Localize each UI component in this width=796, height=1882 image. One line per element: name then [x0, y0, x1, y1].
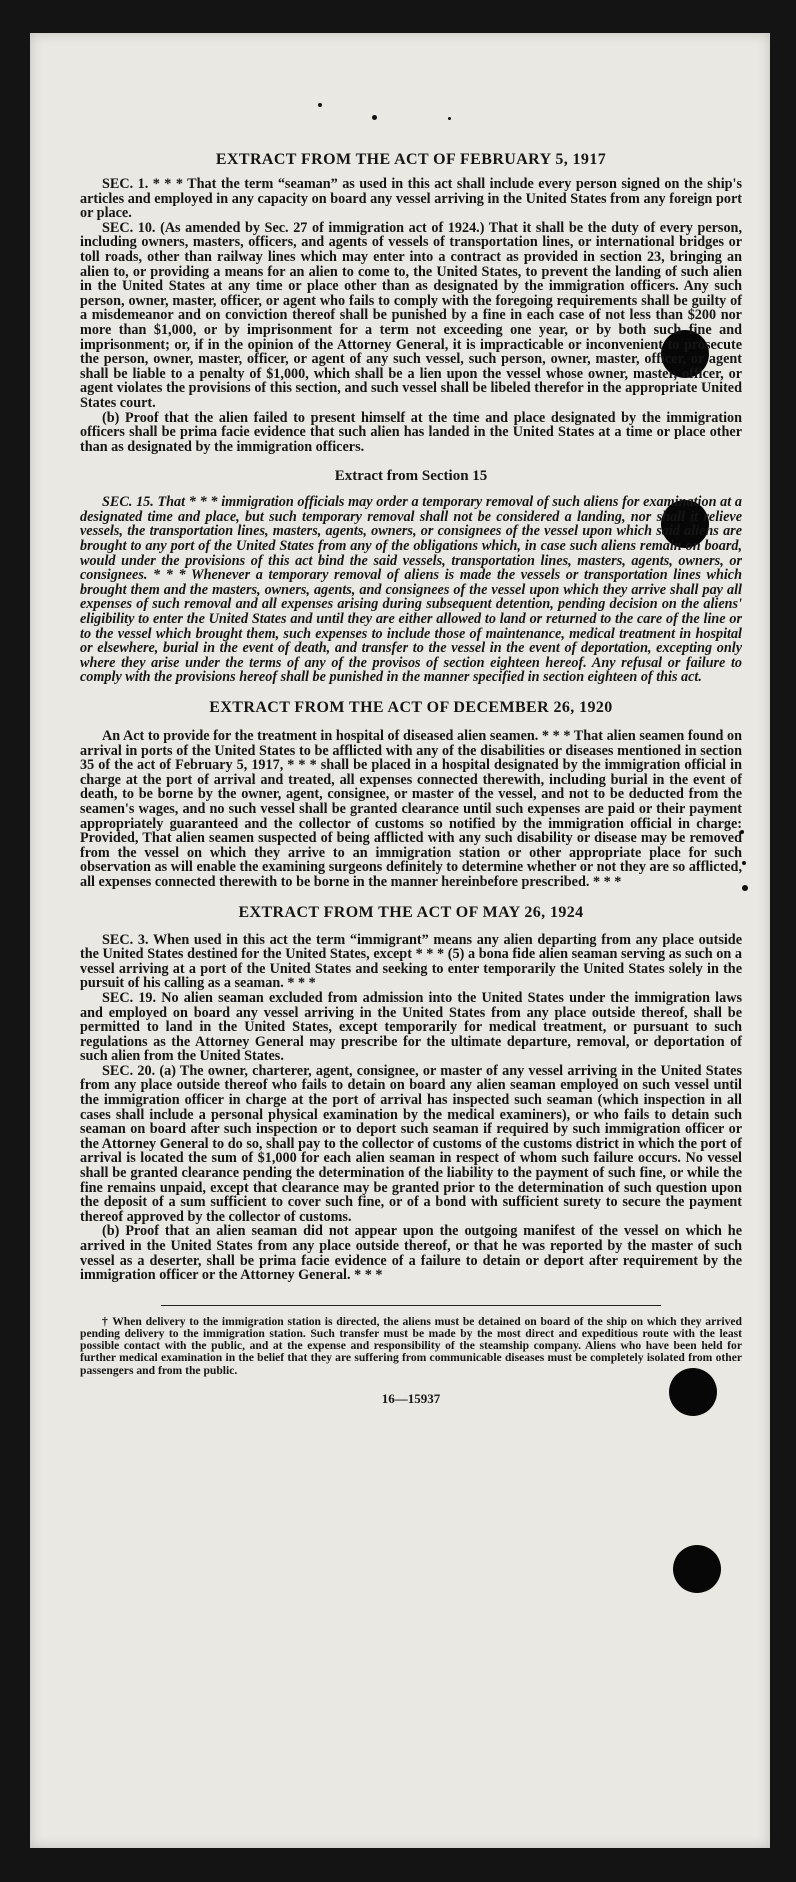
top-speck: [448, 117, 451, 120]
act-1924-sec-20-a: SEC. 20. (a) The owner, charterer, agent, consignee, or master of any vessel arriving in the United States from any place outside thereof who fails to detain on board any alien seaman employed on such vessel until the immigration officer in charge at the port of arrival has inspected such seaman (which inspection in all cases shall include a personal physical examination by the medical examiners), or who fails to detain such seaman on board after such inspection or to deport such seaman if required by such immigration officer or the Attorney General to do so, shall pay to the collector of customs of the customs district in which the port of arrival is located the sum of $1,000 for each alien seaman in respect of whom such failure occurs. No vessel shall be granted clearance pending the determination of the liability to the payment of such fine, or while the fine remains unpaid, except that clearance may be granted prior to the determination of such question upon the deposit of a sum sufficient to cover such fine, or of a bond with sufficient surety to secure the payment thereof approved by the collector of customs.: [80, 1062, 742, 1225]
footnote: [80, 1316, 742, 1377]
section-15-text: SEC. 15. That * * * immigration officials may order a temporary removal of such aliens for examination at a designated time and place, but such temporary removal shall not be considered a landing, nor shall it relieve vessels, the transportation lines, masters, agents, owners, or consignees of the vessel upon which said aliens are brought to any port of the United States from any of the obligations which, in case such aliens remain on board, would under the provisions of this act bind the said vessels, transportation lines, masters, agents, owners, or consignees. * * * Whenever a temporary removal of aliens is made the vessels or transportation lines which brought them and the masters, owners, agents, and consignees of the vessel upon which they arrive shall pay all expenses of such removal and all expenses arising during subsequent detention, pending decision on the aliens' eligibility to enter the United States and until they are either allowed to land or returned to the care of the line or to the vessel which brought them, such expenses to include those of maintenance, medical treatment in hospital or elsewhere, burial in the event of death, and transfer to the vessel in the event of deportation, excepting only where they arise under the terms of any of the provisos of section eighteen hereof. Any refusal or failure to comply with the provisions hereof shall be punished in the manner specified in section eighteen of this act.: [80, 494, 742, 686]
heading-section-15: Extract from Section 15: [334, 468, 488, 485]
act-1917-sec-1: SEC. 1. * * * That the term “seaman” as used in this act shall include every person signed on the ship's articles and employed in any capacity on board any vessel arriving in the United States from any foreign port or place.: [80, 176, 742, 222]
act-1920-text: An Act to provide for the treatment in hospital of diseased alien seamen. * * * That alien seamen found on arrival in ports of the United States to be afflicted with any of the disabilities or diseases mentioned in section 35 of the act of February 5, 1917, * * * shall be placed in a hospital designated by the immigration official in charge at the port of arrival and treated, all expenses connected therewith, including burial in the event of death, to be borne by the owner, agent, consignee, or master of the vessel, and not to be deducted from the seamen's wages, and no such vessel shall be granted clearance until such expenses are paid or their payment appropriately guaranteed and the collector of customs so notified by the immigration official in charge: Provided, That alien seamen suspected of being afflicted with any such disability or disease may be removed from the vessel on which they arrive to an immigration station or other appropriate place for such observation as will enable the examining surgeons definitely to determine whether or not they are so afflicted, all expenses connected therewith to be borne in the manner hereinbefore prescribed. * * *: [80, 728, 742, 890]
act-1924-sec-19: SEC. 19. No alien seaman excluded from admission into the United States under the immigration laws and employed on board any vessel arriving in the United States from any place outside thereof, shall be permitted to land in the United States, except temporarily for medical treatment, or pursuant to such regulations as the Attorney General may prescribe for the ultimate departure, removal, or deportation of such alien from the United States.: [80, 989, 742, 1065]
top-speck: [372, 115, 377, 120]
document-page: [30, 33, 770, 1848]
heading-act-1920: EXTRACT FROM THE ACT OF DECEMBER 26, 1920: [209, 699, 613, 716]
margin-speck: [742, 885, 748, 891]
margin-speck: [742, 861, 746, 865]
footnote-rule: [161, 1305, 661, 1306]
footnote-text: † When delivery to the immigration station is directed, the aliens must be detained on board of the ship on which they arrived pending delivery to the immigration station. Such transfer must be made by the most direct and expeditious route with the least possible contact with the public, and at the expense and responsibility of the steamship company. Aliens who have been held for further medical examination in the belief that they are suffering from communicable diseases must be completely isolated from other passengers and from the public.: [80, 1314, 742, 1377]
heading-act-1917: EXTRACT FROM THE ACT OF FEBRUARY 5, 1917: [215, 151, 607, 168]
document-body: [80, 151, 742, 1407]
act-1917-sec-10: SEC. 10. (As amended by Sec. 27 of immigration act of 1924.) That it shall be the duty of every person, including owners, masters, officers, and agents of vessels of transportation lines, or international bridges or toll roads, other than railway lines which may enter into a contract as provided in section 23, bringing an alien to, or providing a means for an alien to come to, the United States, to prevent the landing of such alien in the United States at any time or place other than as designated by the immigration officers. Any such person, owner, master, officer, or agent who fails to comply with the foregoing requirements shall be guilty of a misdemeanor and on conviction thereof shall be punished by a fine in each case of not less than $200 nor more than $1,000, or by imprisonment for a term not exceeding one year, or by both such fine and imprisonment; or, if in the opinion of the Attorney General, it is impracticable or inconvenient to prosecute the person, owner, master, officer, or agent of any such vessel, such person, owner, master, officer, or agent shall be liable to a penalty of $1,000, which shall be a lien upon the vessel whose owner, master, officer, or agent violates the provisions of this section, and such vessel shall be libeled therefor in the appropriate United States court.: [80, 219, 742, 411]
print-code: 16—15937: [381, 1390, 441, 1406]
top-speck: [318, 103, 322, 107]
act-1924-sec-3: SEC. 3. When used in this act the term “immigrant” means any alien departing from any place outside the United States destined for the United States, except * * * (5) a bona fide alien seaman serving as such on a vessel arriving at a port of the United States and seeking to enter temporarily the United States solely in the pursuit of his calling as a seaman. * * *: [80, 931, 742, 992]
act-1924-sec-20-b: (b) Proof that an alien seaman did not appear upon the outgoing manifest of the vessel on which he arrived in the United States from any place outside thereof, or that he was reported by the master of such vessel as a deserter, shall be prima facie evidence of a failure to detain or deport after requirement by the immigration officer or the Attorney General. * * *: [80, 1223, 742, 1284]
heading-act-1924: EXTRACT FROM THE ACT OF MAY 26, 1924: [238, 903, 584, 921]
punch-hole: [673, 1545, 721, 1593]
act-1917-sec-10-b: (b) Proof that the alien failed to present himself at the time and place designated by the immigration officers shall be prima facie evidence that such alien has landed in the United States at a time or place other than as designated by the immigration officers.: [80, 409, 742, 455]
